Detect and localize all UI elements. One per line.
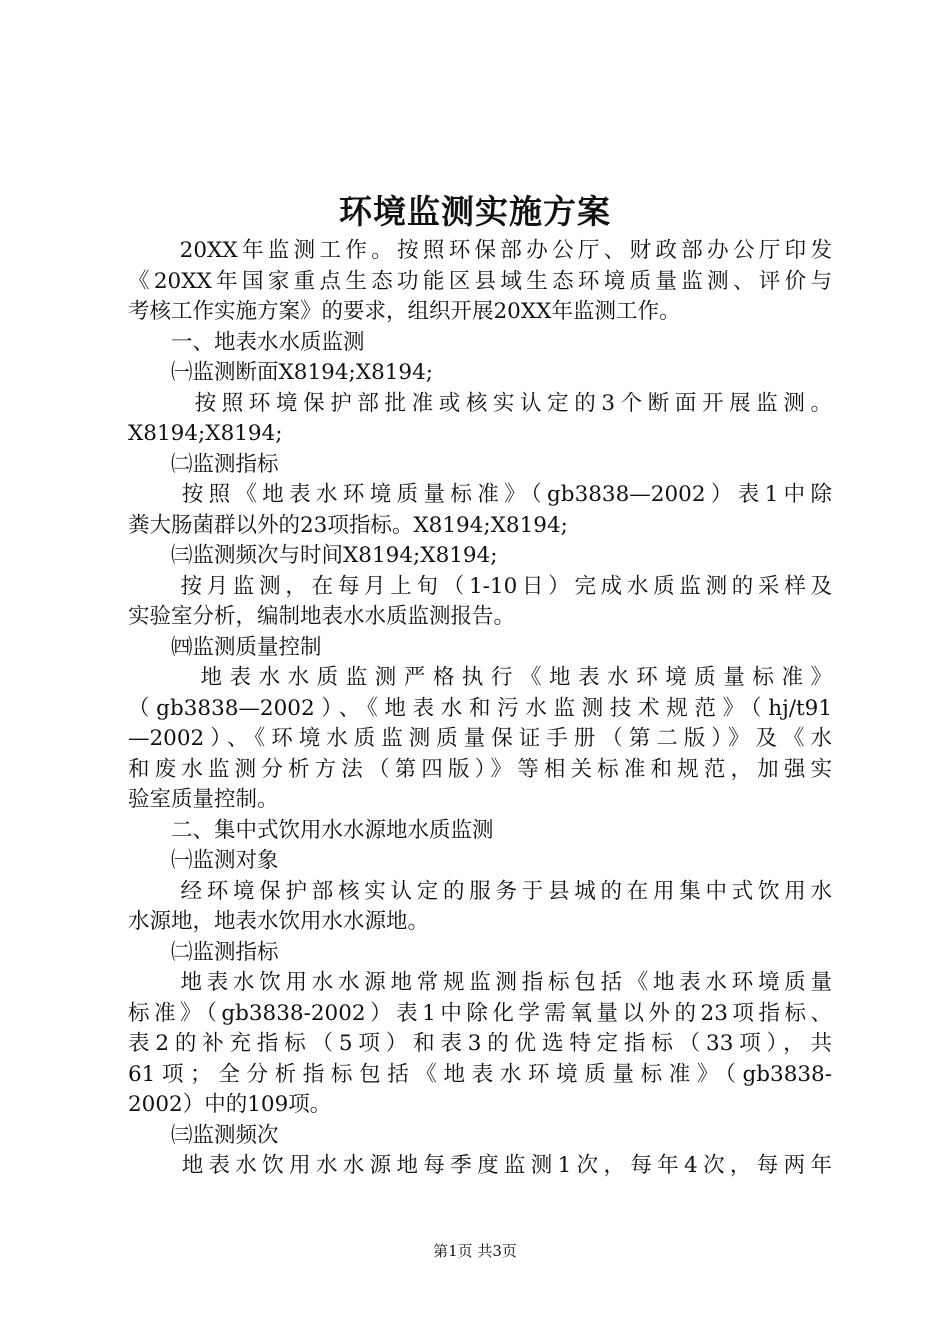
text-line: 粪大肠菌群以外的23项指标。X8194;X8194;	[128, 512, 568, 538]
text-line: 2002）中的109项。	[128, 1092, 332, 1117]
text-line: 地表水饮用水水源地常规监测指标包括《地表水环境质量	[128, 970, 832, 995]
text-line: ㈢监测频次	[128, 1122, 279, 1148]
text-line: 《20XX年国家重点生态功能区县域生态环境质量监测、评价与	[128, 268, 832, 294]
text-line: 61项；全分析指标包括《地表水环境质量标准》（gb3838-	[128, 1061, 832, 1087]
text-line: 考核工作实施方案》的要求，组织开展20XX年监测工作。	[128, 299, 681, 324]
text-line: 地表水饮用水水源地每季度监测1次，每年4次，每两年	[128, 1153, 832, 1178]
text-line: ㈣监测质量控制	[128, 634, 322, 660]
text-line: 按月监测，在每月上旬（1-10日）完成水质监测的采样及	[128, 573, 832, 599]
text-line: 实验室分析，编制地表水水质监测报告。	[128, 604, 516, 629]
text-line: ㈢监测频次与时间X8194;X8194;	[128, 543, 498, 568]
document-body	[128, 236, 832, 1182]
text-line: X8194;X8194;	[128, 421, 283, 446]
text-line: 水源地，地表水饮用水水源地。	[128, 909, 430, 934]
text-line: 表2的补充指标（5项）和表3的优选特定指标（33项），共	[128, 1031, 832, 1056]
text-line: 经环境保护部核实认定的服务于县城的在用集中式饮用水	[128, 878, 832, 904]
text-line: 按照《地表水环境质量标准》（gb3838—2002）表1中除	[128, 482, 832, 507]
text-line: ㈠监测断面X8194;X8194;	[128, 360, 434, 385]
text-line: —2002）、《环境水质监测质量保证手册（第二版）》及《水	[128, 726, 832, 751]
text-line: ㈠监测对象	[128, 848, 279, 873]
text-line: 和废水监测分析方法（第四版）》等相关标准和规范，加强实	[128, 756, 832, 782]
text-line: ㈡监测指标	[128, 451, 279, 477]
text-line: 20XX年监测工作。按照环保部办公厅、财政部办公厅印发	[128, 238, 832, 263]
text-line: （gb3838—2002）、《地表水和污水监测技术规范》（hj/t91	[128, 695, 832, 721]
text-line: 地表水水质监测严格执行《地表水环境质量标准》	[128, 665, 832, 690]
text-line: 一、地表水水质监测	[128, 329, 365, 355]
text-line: ㈡监测指标	[128, 939, 279, 965]
text-line: 按照环境保护部批准或核实认定的3个断面开展监测。	[128, 390, 832, 416]
text-line: 标准》（gb3838-2002）表1中除化学需氧量以外的23项指标、	[128, 1000, 832, 1026]
page-footer: 第1页 共3页	[433, 1242, 517, 1260]
document-title: 环境监测实施方案	[339, 192, 611, 231]
text-line: 验室质量控制。	[128, 787, 279, 812]
text-line: 二、集中式饮用水水源地水质监测	[128, 817, 494, 843]
